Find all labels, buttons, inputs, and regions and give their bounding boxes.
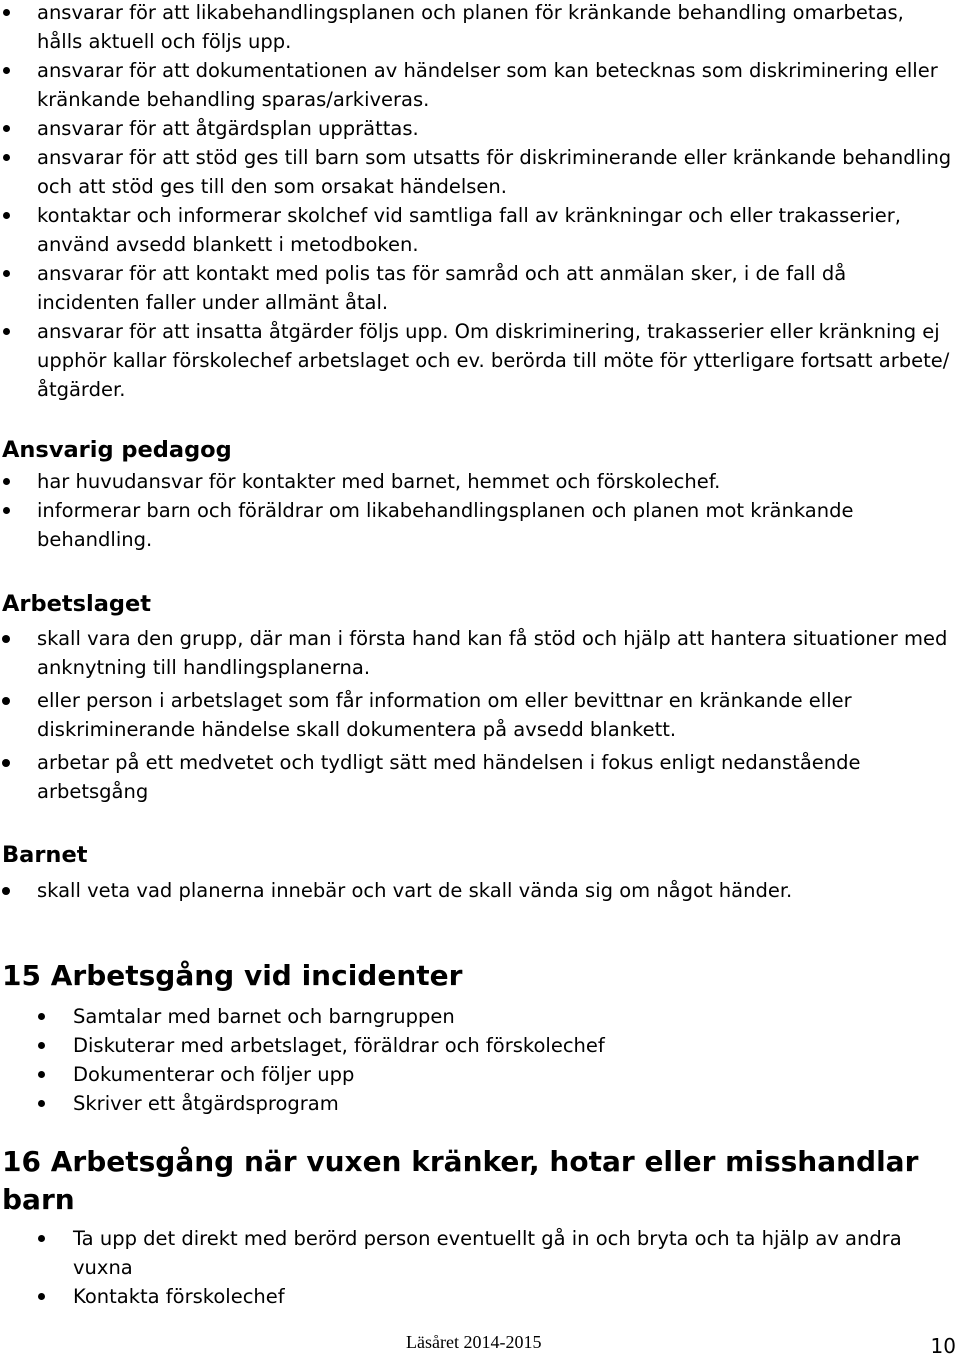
arbetsgang-vuxen-list [0,1224,955,1311]
bullet-icon [3,478,10,485]
bullet-icon [38,1293,45,1300]
list-item [0,114,955,143]
bullet-icon [3,125,10,132]
list-item [0,748,955,806]
list-item-text: ansvarar för att dokumentationen av händelser som kan betecknas som diskriminering eller kränkande behandling sparas/arkiveras. [37,59,938,111]
list-item-text: skall vara den grupp, där man i första hand kan få stöd och hjälp att hantera situationer med anknytning till handlingsplanerna. [37,627,948,679]
list-item-text: Skriver ett åtgärdsprogram [73,1092,339,1115]
list-item-text: Ta upp det direkt med berörd person eventuellt gå in och bryta och ta hjälp av andra vuxna [73,1227,902,1279]
bullet-icon [2,887,10,895]
list-item [0,624,955,682]
list-item-text: ansvarar för att stöd ges till barn som utsatts för diskriminerande eller kränkande behandling och att stöd ges till den som orsakat händelsen. [37,146,952,198]
list-item-text: ansvarar för att likabehandlingsplanen och planen för kränkande behandling omarbetas, hålls aktuell och följs upp. [37,1,904,53]
list-item [0,1031,955,1060]
bullet-icon [3,154,10,161]
list-item-text: kontaktar och informerar skolchef vid samtliga fall av kränkningar och eller trakasserier, använd avsedd blankett i metodboken. [37,204,901,256]
list-item [0,1060,955,1089]
bullet-icon [3,67,10,74]
arbetsgang-incidenter-list [0,1002,955,1118]
list-item-text: skall veta vad planerna innebär och vart de skall vända sig om något händer. [37,879,793,902]
list-item-text: informerar barn och föräldrar om likabehandlingsplanen och planen mot kränkande behandling. [37,499,854,551]
list-item [0,143,955,201]
list-item [0,0,955,56]
bullet-icon [38,1013,45,1020]
list-item-text: Diskuterar med arbetslaget, föräldrar och förskolechef [73,1034,605,1057]
page-number: 10 [930,1334,956,1358]
list-item-text: Samtalar med barnet och barngruppen [73,1005,455,1028]
responsibility-list [0,0,955,404]
barnet-list [0,876,955,909]
section-heading-arbetslaget: Arbetslaget [2,591,152,617]
list-item-text: Kontakta förskolechef [73,1285,285,1308]
arbetslaget-list [0,624,955,810]
list-item [0,201,955,259]
list-item [0,259,955,317]
list-item-text: ansvarar för att kontakt med polis tas för samråd och att anmälan sker, i de fall då incidenten faller under allmänt åtal. [37,262,847,314]
footer-school-year: Läsåret 2014-2015 [406,1332,542,1352]
bullet-icon [3,270,10,277]
list-item [0,1224,955,1282]
list-item [0,1089,955,1118]
list-item [0,56,955,114]
list-item-text: ansvarar för att åtgärdsplan upprättas. [37,117,419,140]
section-heading-15: 15 Arbetsgång vid incidenter [2,959,463,992]
section-heading-barnet: Barnet [2,842,88,868]
ansvarig-pedagog-list [0,467,955,554]
bullet-icon [2,635,10,643]
section-heading-ansvarig-pedagog: Ansvarig pedagog [2,437,232,463]
list-item-text: Dokumenterar och följer upp [73,1063,355,1086]
bullet-icon [3,9,10,16]
list-item [0,1282,955,1311]
list-item-text: har huvudansvar för kontakter med barnet, hemmet och förskolechef. [37,470,721,493]
bullet-icon [38,1100,45,1107]
page-footer [0,1328,960,1356]
list-item-text: ansvarar för att insatta åtgärder följs upp. Om diskriminering, trakasserier eller kränkning ej upphör kallar förskolechef arbetslaget och ev. berörda till möte för ytterligare fortsatt arbete/åtgärder. [37,320,950,401]
bullet-icon [3,507,10,514]
bullet-icon [2,759,10,767]
list-item [0,876,955,905]
list-item [0,1002,955,1031]
list-item-text: eller person i arbetslaget som får information om eller bevittnar en kränkande eller diskriminerande händelse skall dokumentera på avsedd blankett. [37,689,852,741]
bullet-icon [38,1071,45,1078]
list-item [0,686,955,744]
bullet-icon [3,212,10,219]
section-heading-16: 16 Arbetsgång när vuxen kränker, hotar eller misshandlar barn [2,1145,919,1216]
list-item [0,317,955,404]
bullet-icon [3,328,10,335]
bullet-icon [2,697,10,705]
bullet-icon [38,1235,45,1242]
bullet-icon [38,1042,45,1049]
list-item-text: arbetar på ett medvetet och tydligt sätt med händelsen i fokus enligt nedanstående arbetsgång [37,751,861,803]
list-item [0,496,955,554]
list-item [0,467,955,496]
